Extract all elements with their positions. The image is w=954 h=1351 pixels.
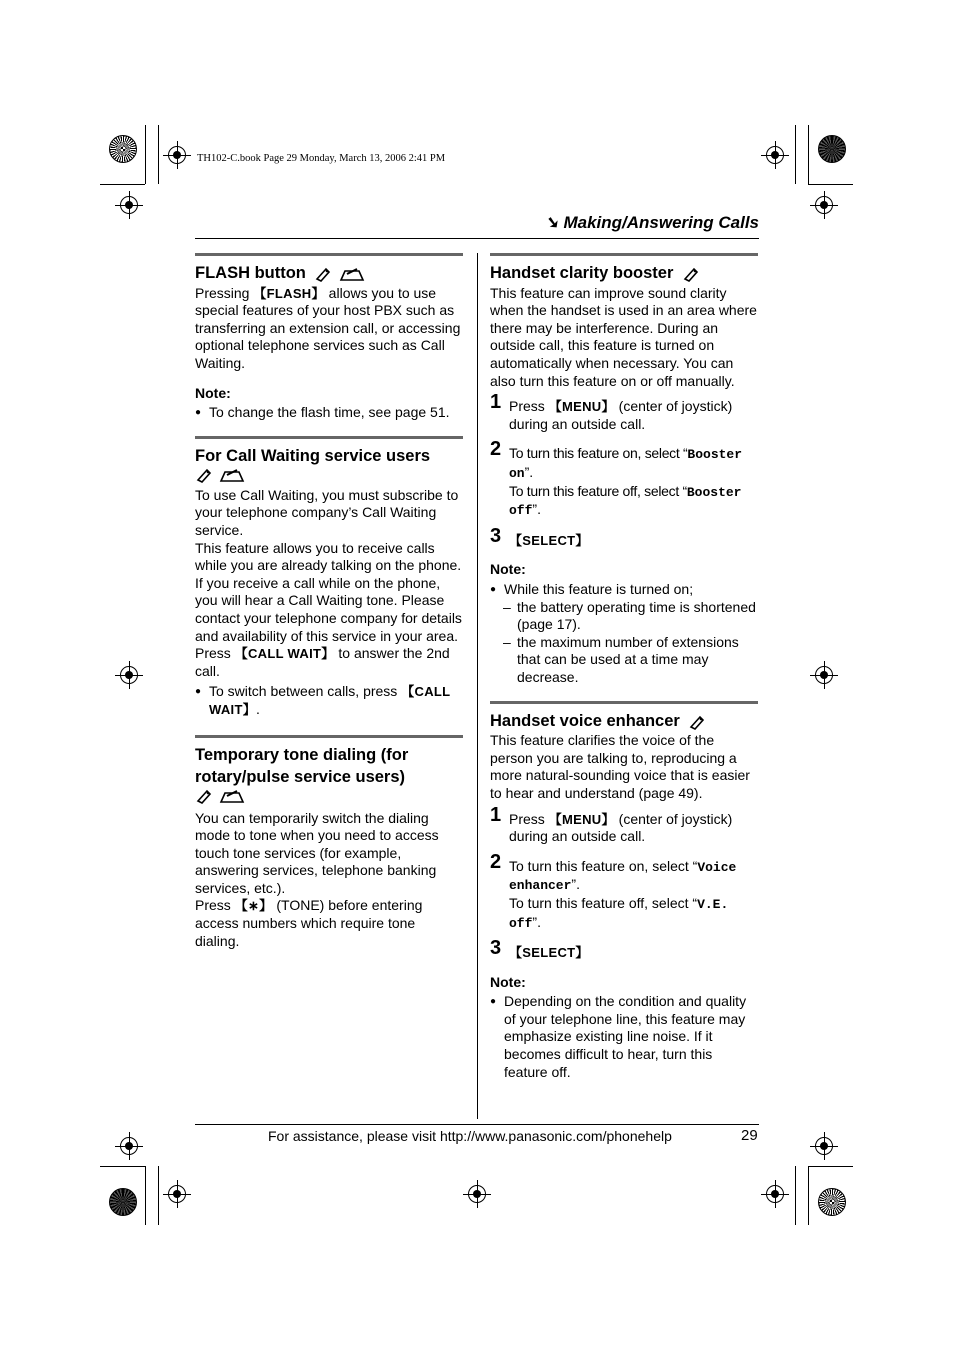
enhancer-note-bullet: ● Depending on the condition and quality of your telephone line, this feature may emphasize existing line noise. If it becomes difficult to hear, turn this feature off.: [490, 993, 758, 1081]
flash-description: Pressing 【FLASH】 allows you to use special features of your host PBX such as transferring an extension call, or accessing optional telephone services such as Call Waiting.: [195, 284, 461, 372]
tone-title: Temporary tone dialing (for rotary/pulse service users): [195, 745, 409, 786]
handset-icon: [682, 266, 702, 282]
clarity-description: This feature can improve sound clarity when the handset is used in an area where there may be interference. During an outside call, this feature is turned on automatically when necessary. You can also turn this feature on or off manually.: [490, 284, 757, 389]
right-column: [490, 253, 758, 1081]
footer-rule: [195, 1124, 759, 1125]
callwaiting-p1: To use Call Waiting, you must subscribe to your telephone company’s Call Waiting service.: [195, 486, 459, 538]
clarity-title: Handset clarity booster: [490, 262, 758, 285]
clarity-note-dash-1: – the battery operating time is shortened (page 17).: [490, 599, 758, 634]
handset-arrow-icon: ➘: [544, 213, 559, 232]
enhancer-title: Handset voice enhancer: [490, 710, 758, 733]
handset-base-icons: [314, 263, 365, 285]
section-rule: [195, 436, 463, 439]
handset-base-icons: [195, 467, 463, 487]
enhancer-step-1: 1 Press 【MENU】 (center of joystick) during an outside call.: [490, 803, 733, 845]
clarity-note-label: Note:: [490, 561, 526, 578]
callwaiting-p2: This feature allows you to receive calls while you are already talking on the phone. If you receive a call while on the phone, you will hear a Call Waiting tone. Please contact your telephone company for details and availability of this service in your area.: [195, 539, 462, 644]
section-header: [544, 213, 759, 233]
enhancer-description: This feature clarifies the voice of the person you are talking to, reproducing a more natural-sounding voice that is easier to hear and understand (page 49).: [490, 732, 750, 801]
section-rule: [195, 253, 463, 256]
footer-help-text: For assistance, please visit http://www.panasonic.com/phonehelp: [268, 1128, 672, 1144]
header-rule: [195, 238, 759, 239]
enhancer-step-2: 2 To turn this feature on, select “Voice enhancer”. To turn this feature off, select “V.E. off”.: [490, 850, 737, 931]
page-number: 29: [741, 1127, 758, 1144]
section-rule: [490, 253, 758, 256]
handset-base-icons: [195, 788, 463, 810]
base-unit-icon: [219, 788, 245, 804]
handset-icon: [195, 788, 215, 804]
clarity-note-bullet: ● While this feature is turned on;: [490, 581, 758, 599]
base-unit-icon: [219, 467, 245, 483]
book-slug: TH102-C.book Page 29 Monday, March 13, 2006 2:41 PM: [197, 153, 446, 164]
flash-note-bullet: ● To change the flash time, see page 51.: [195, 404, 463, 422]
handset-icon: [688, 714, 708, 730]
enhancer-step-3: 3 【SELECT】: [490, 937, 589, 961]
callwaiting-title: For Call Waiting service users: [195, 446, 431, 465]
clarity-note-dash-2: – the maximum number of extensions that can be used at a time may decrease.: [490, 634, 758, 687]
callwaiting-p3: Press 【CALL WAIT】 to answer the 2nd call.: [195, 645, 450, 679]
tone-p2: Press 【∗】 (TONE) before entering access numbers which require tone dialing.: [195, 897, 423, 949]
tone-p1: You can temporarily switch the dialing mode to tone when you need to access touch tone services (for example, answering services, telephone banking services, etc.).: [195, 809, 439, 896]
enhancer-note-label: Note:: [490, 973, 526, 990]
left-column: [195, 253, 463, 950]
flash-note-label: Note:: [195, 384, 231, 401]
clarity-step-3: 3 【SELECT】: [490, 524, 589, 548]
base-unit-icon: [339, 266, 365, 282]
clarity-step-2: 2 To turn this feature on, select “Booster on”. To turn this feature off, select “Booster off”.: [490, 438, 743, 519]
flash-title: FLASH button: [195, 262, 463, 285]
callwaiting-bullet: ● To switch between calls, press 【CALL WAIT】.: [195, 683, 463, 718]
header-title: Making/Answering Calls: [563, 213, 759, 232]
handset-icon: [314, 266, 334, 282]
handset-icon: [195, 467, 215, 483]
section-rule: [490, 701, 758, 704]
section-rule: [195, 735, 463, 738]
column-divider: [477, 253, 478, 1119]
clarity-step-1: 1 Press 【MENU】 (center of joystick) during an outside call.: [490, 391, 733, 432]
